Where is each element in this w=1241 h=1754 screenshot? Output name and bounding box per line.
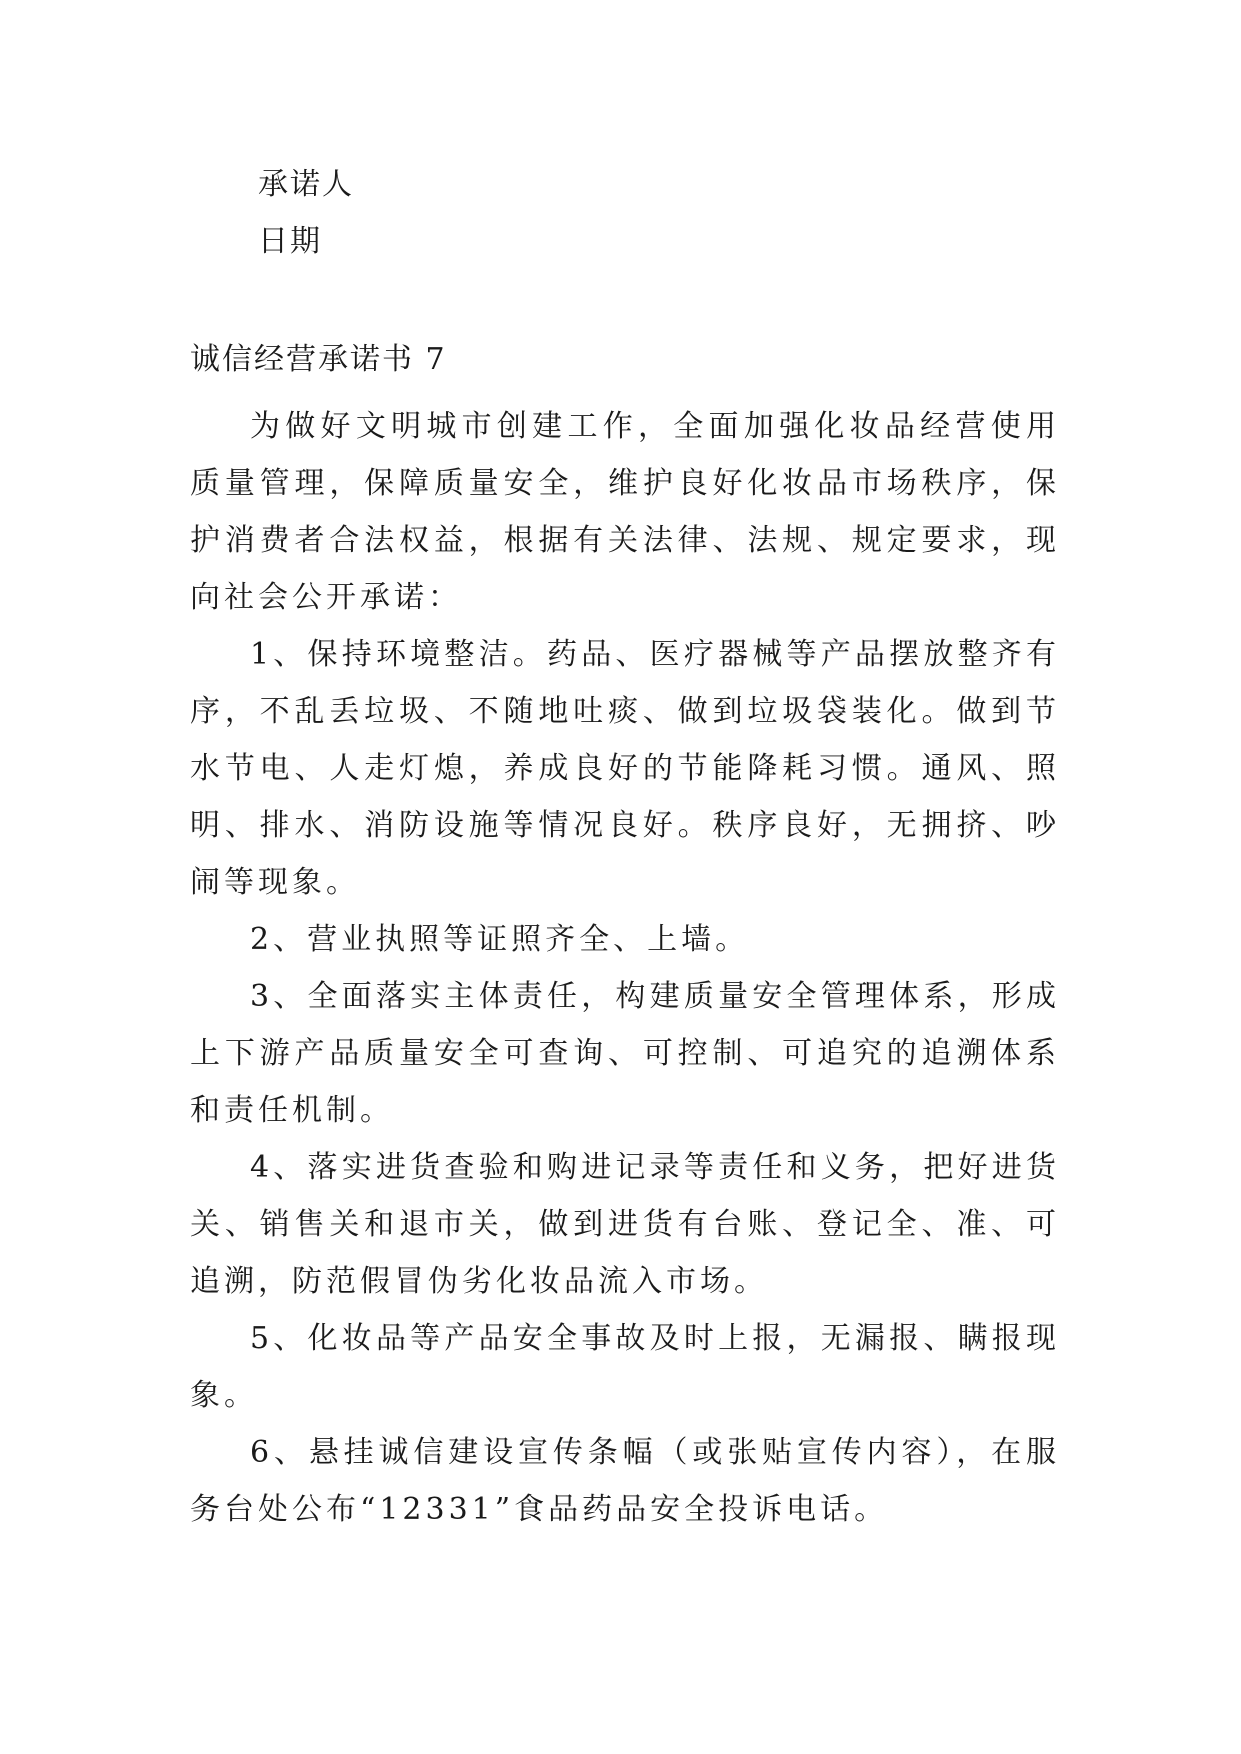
pledge-item-4: 4、落实进货查验和购进记录等责任和义务，把好进货关、销售关和退市关，做到进货有台账、登记全、准、可追溯，防范假冒伪劣化妆品流入市场。 (190, 1150, 1060, 1299)
section-body (190, 398, 1060, 1538)
pledger-label: 承诺人 (258, 167, 354, 202)
pledge-item-2: 2、营业执照等证照齐全、上墙。 (250, 922, 750, 957)
pledge-item-1: 1、保持环境整洁。药品、医疗器械等产品摆放整齐有序，不乱丢垃圾、不随地吐痰、做到垃圾袋装化。做到节水节电、人走灯熄，养成良好的节能降耗习惯。通风、照明、排水、消防设施等情况良好。秩序良好，无拥挤、吵闹等现象。 (190, 637, 1060, 900)
date-label: 日期 (258, 224, 322, 259)
pledge-item-3: 3、全面落实主体责任，构建质量安全管理体系，形成上下游产品质量安全可查询、可控制、可追究的追溯体系和责任机制。 (190, 979, 1060, 1128)
section-title: 诚信经营承诺书 7 (190, 342, 447, 377)
pledge-item-5: 5、化妆品等产品安全事故及时上报，无漏报、瞒报现象。 (190, 1321, 1060, 1413)
intro-paragraph: 为做好文明城市创建工作，全面加强化妆品经营使用质量管理，保障质量安全，维护良好化妆品市场秩序，保护消费者合法权益，根据有关法律、法规、规定要求，现向社会公开承诺： (190, 409, 1060, 615)
pledge-item-6: 6、悬挂诚信建设宣传条幅（或张贴宣传内容），在服务台处公布“12331”食品药品安全投诉电话。 (190, 1435, 1060, 1527)
